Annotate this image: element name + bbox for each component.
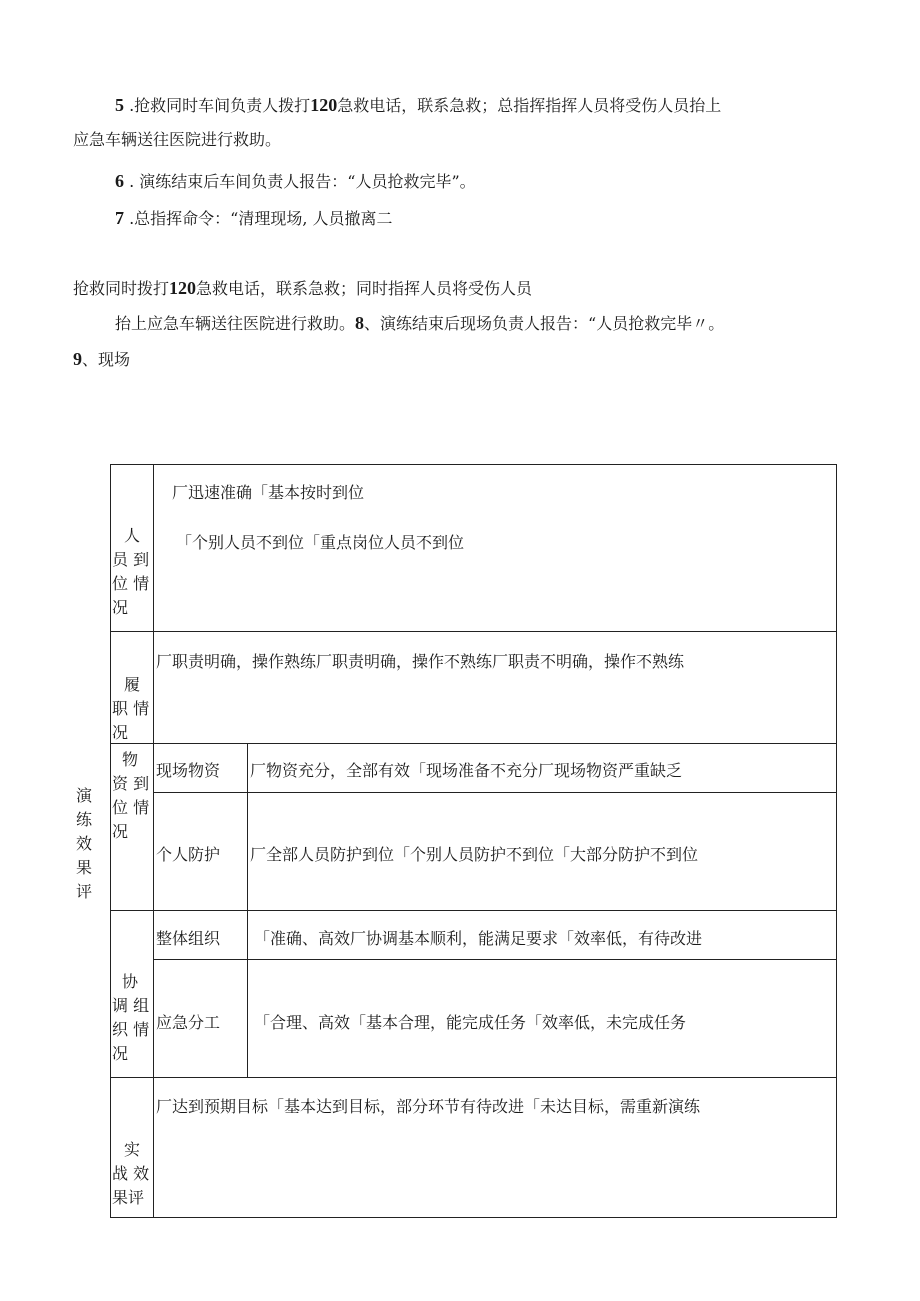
table-label-column-divider [153, 464, 154, 1218]
row2-label-line: 履 [124, 675, 141, 694]
row2-label [112, 673, 152, 745]
row4-label [112, 970, 152, 1066]
row5-label [112, 1138, 152, 1210]
paragraph-9-text: 、现场 [82, 350, 131, 369]
paragraph-8b-text-2: 、演练结束后现场负责人报告：“人员抢救完毕〃。 [364, 314, 725, 333]
row4-sub2-options: 「合理、高效「基本合理，能完成任务「效率低，未完成任务 [254, 1013, 687, 1032]
outer-label-char: 果 [76, 858, 93, 877]
row3-sub1-options: 厂物资充分，全部有效「现场准备不充分厂现场物资严重缺乏 [250, 761, 683, 780]
paragraph-6-number: 6 [115, 171, 124, 191]
row1-option-line-2: 「个别人员不到位「重点岗位人员不到位 [176, 533, 465, 552]
table-border-top [110, 464, 837, 465]
paragraph-5-text: .抢救同时车间负责人拨打 [129, 96, 311, 115]
row4-label-line: 调 组 [112, 996, 150, 1015]
table-divider-row3 [110, 910, 837, 911]
paragraph-8a-number: 120 [169, 278, 197, 298]
table-sublabel-divider-row3 [247, 743, 248, 910]
row4-sub2-label: 应急分工 [156, 1013, 221, 1032]
table-border-left [110, 464, 111, 1218]
row4-label-line: 况 [112, 1044, 129, 1063]
row4-sub1-label: 整体组织 [156, 929, 221, 948]
row3-label-line: 况 [112, 822, 129, 841]
row5-label-line: 实 [124, 1140, 141, 1159]
row3-sub1-label: 现场物资 [156, 761, 221, 780]
table-divider-row4 [110, 1077, 837, 1078]
paragraph-5-number-120: 120 [310, 95, 338, 115]
outer-label-char: 效 [76, 834, 93, 853]
paragraph-6-text: . 演练结束后车间负责人报告：“人员抢救完毕”。 [129, 172, 476, 191]
row2-label-line: 况 [112, 723, 129, 742]
row3-label-line: 物 [122, 750, 139, 769]
row1-label-line: 位 情 [112, 574, 150, 593]
row1-label-line: 人 [124, 526, 141, 545]
row5-options: 厂达到预期目标「基本达到目标，部分环节有待改进「未达目标，需重新演练 [156, 1097, 701, 1116]
row2-label-line: 职 情 [112, 699, 150, 718]
outer-label-char: 练 [76, 810, 93, 829]
paragraph-8b-text: 抬上应急车辆送往医院进行救助。 [115, 314, 356, 333]
table-sublabel-divider-row4 [247, 910, 248, 1077]
paragraph-7-number: 7 [115, 208, 124, 228]
paragraph-8a-text: 抢救同时拨打 [73, 279, 170, 298]
row4-label-line: 织 情 [112, 1020, 150, 1039]
table-divider-row3-sub [153, 792, 837, 793]
row1-option-line-1: 厂迅速准确「基本按时到位 [172, 483, 365, 502]
row5-label-line: 战 效 [112, 1164, 150, 1183]
table-border-bottom [110, 1217, 837, 1218]
row3-sub2-label: 个人防护 [156, 845, 221, 864]
paragraph-5-number: 5 [115, 95, 124, 115]
row1-label-line: 员 到 [112, 550, 150, 569]
table-border-right [836, 464, 837, 1218]
table-divider-row1 [110, 631, 837, 632]
row3-label-line: 位 情 [112, 798, 150, 817]
row4-label-line: 协 [122, 972, 139, 991]
paragraph-8b-number: 8 [355, 313, 365, 333]
table-divider-row4-sub [153, 959, 837, 960]
paragraph-8a-text-2: 急救电话，联系急救；同时指挥人员将受伤人员 [196, 279, 533, 298]
outer-label-char: 演 [76, 786, 93, 805]
row1-label [112, 524, 152, 620]
outer-label-char: 评 [76, 882, 93, 901]
row3-label [112, 748, 152, 844]
paragraph-5-continuation-text: 应急车辆送往医院进行救助。 [73, 130, 282, 149]
row3-label-line: 资 到 [112, 774, 150, 793]
paragraph-7-text: .总指挥命令：“清理现场, 人员撤离二 [129, 209, 393, 228]
paragraph-9-number: 9 [73, 349, 82, 369]
row1-label-line: 况 [112, 598, 129, 617]
row2-options: 厂职责明确，操作熟练厂职责明确，操作不熟练厂职责不明确，操作不熟练 [156, 652, 685, 671]
row4-sub1-options: 「准确、高效厂协调基本顺利，能满足要求「效率低，有待改进 [254, 929, 703, 948]
paragraph-5-text-2: 急救电话，联系急救；总指挥指挥人员将受伤人员抬上 [337, 96, 722, 115]
table-divider-row2 [110, 743, 837, 744]
outer-label [76, 784, 92, 904]
row3-sub2-options: 厂全部人员防护到位「个别人员防护不到位「大部分防护不到位 [250, 845, 699, 864]
row5-label-line: 果评 [112, 1188, 145, 1207]
